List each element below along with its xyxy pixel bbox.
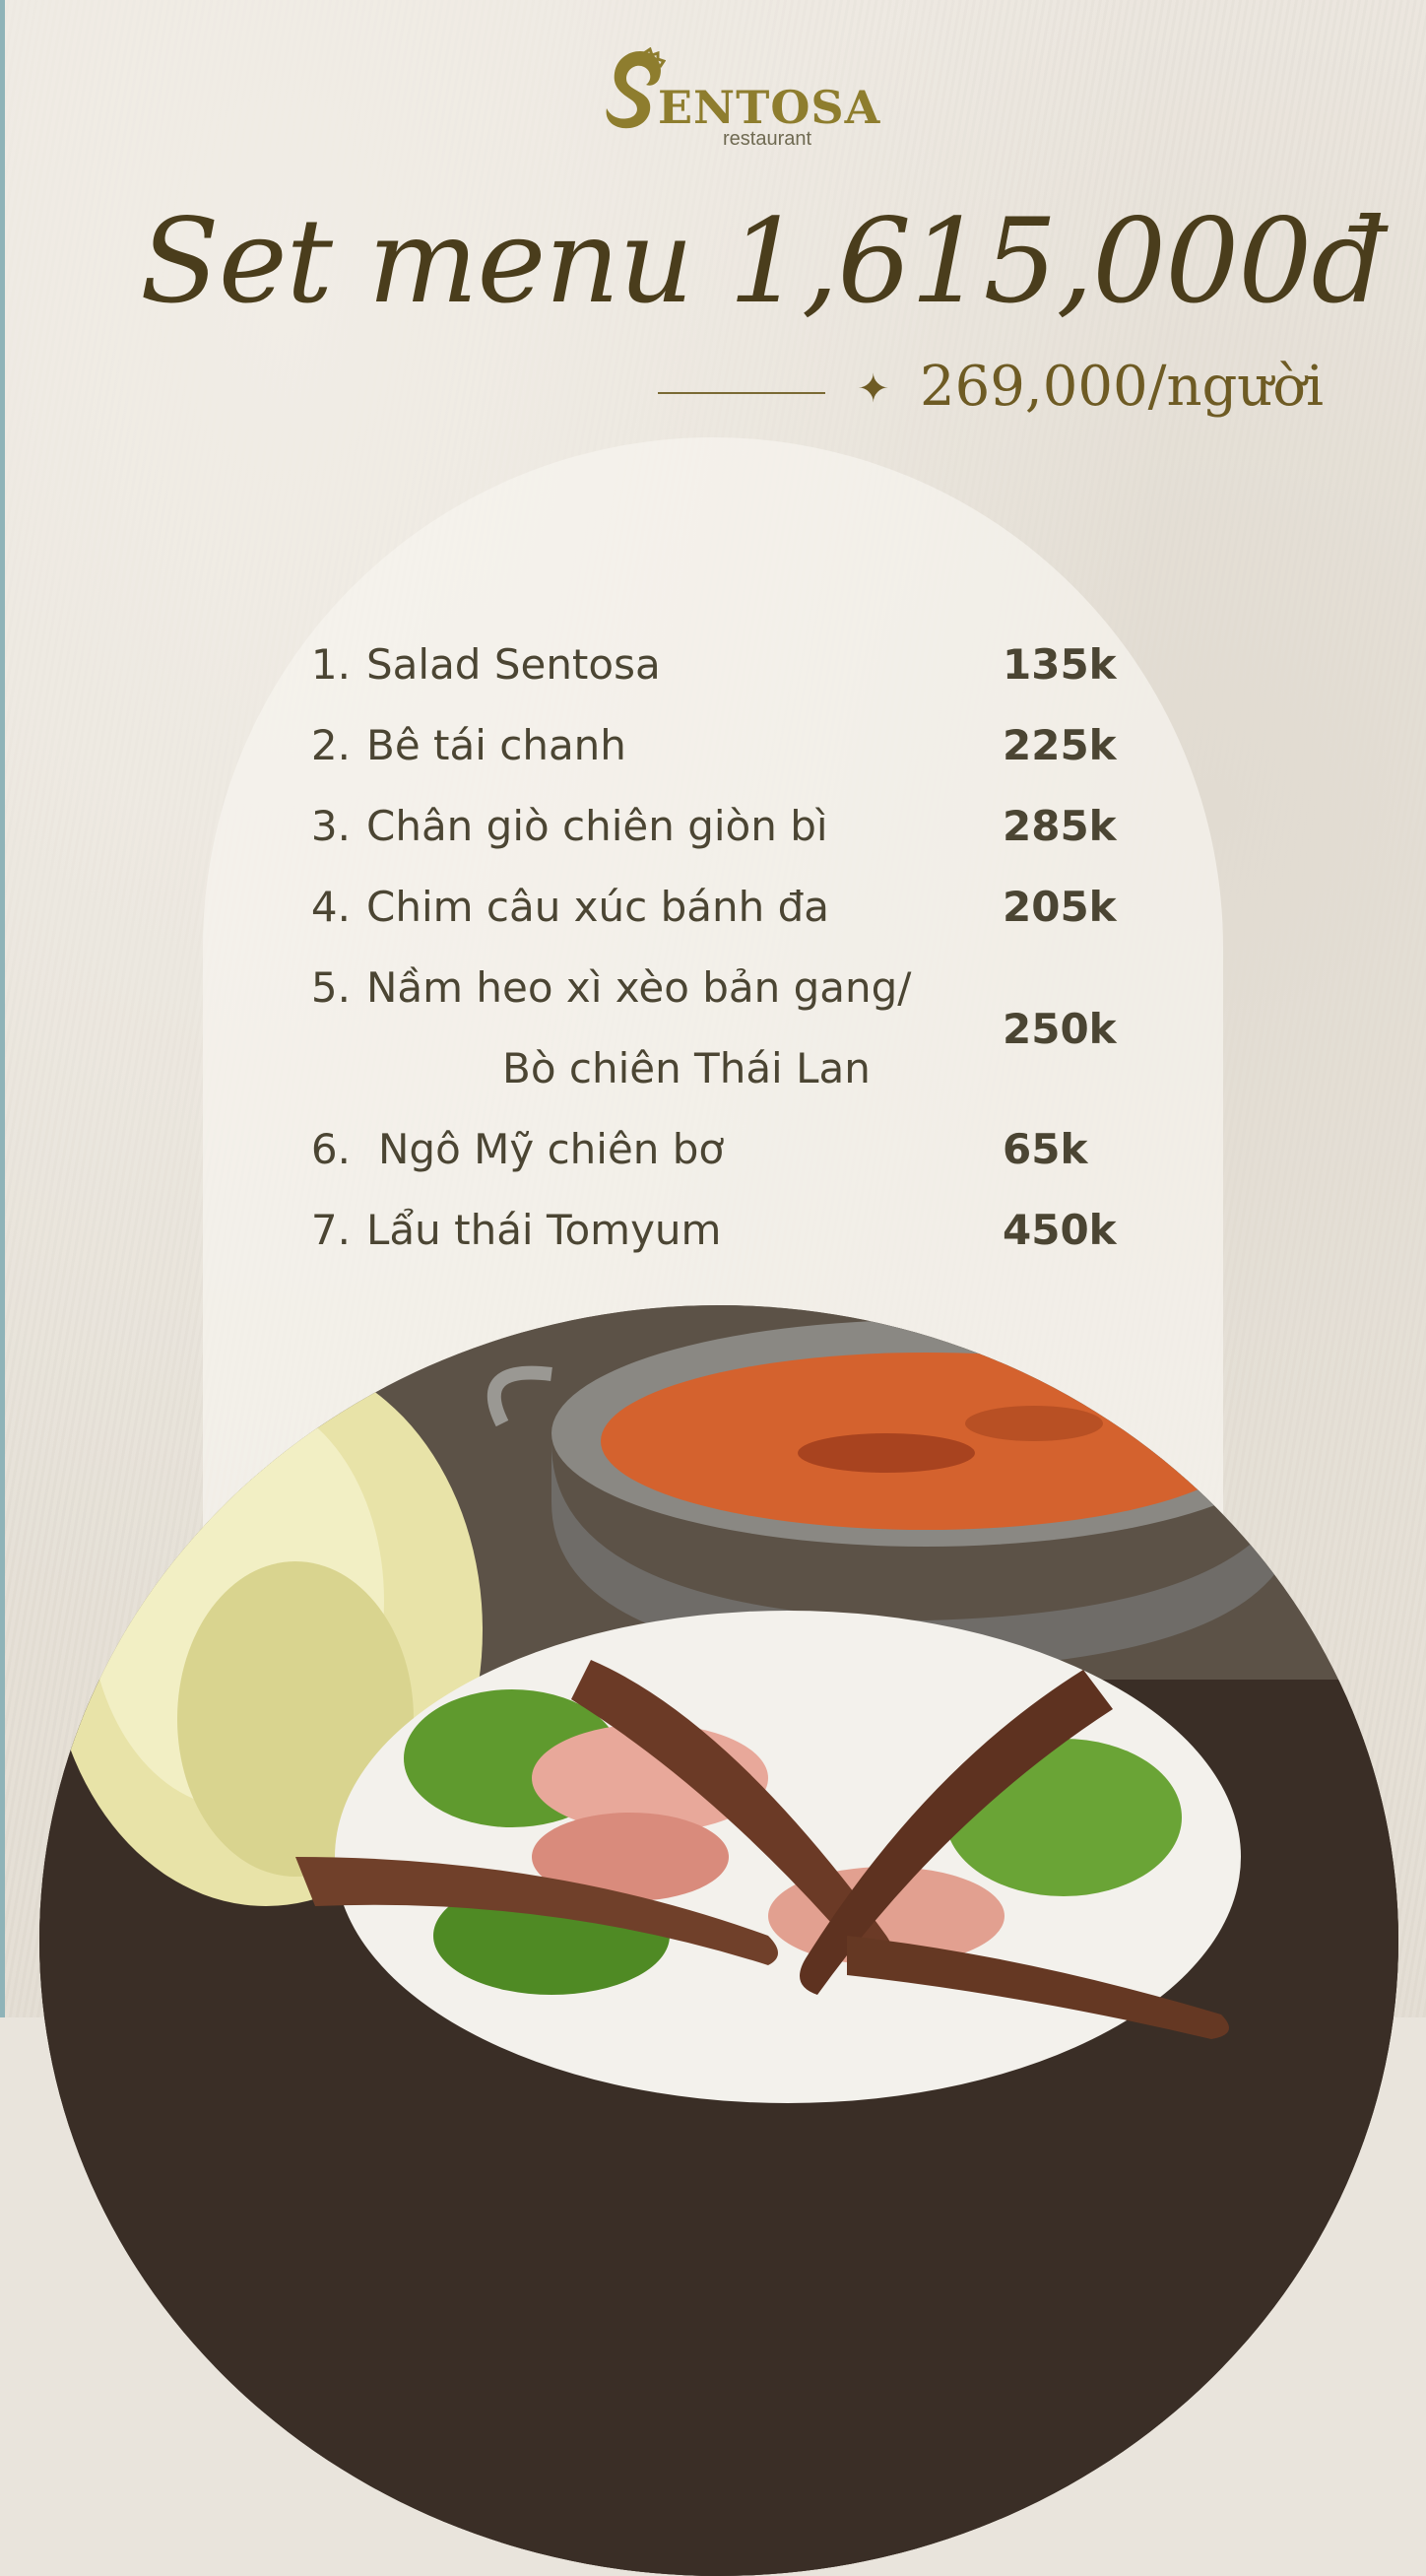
item-number: 6. — [310, 1125, 351, 1173]
item-number: 3. — [310, 802, 351, 850]
logo-wordmark: ENTOSA — [658, 81, 881, 134]
food-photo — [39, 1305, 1398, 2576]
item-name: Chân giò chiên giòn bì — [366, 802, 828, 850]
item-price: 65k — [1003, 1125, 1088, 1173]
item-name: Ngô Mỹ chiên bơ — [378, 1125, 725, 1173]
item-name-line-2: Bò chiên Thái Lan — [502, 1044, 871, 1092]
item-number: 1. — [310, 640, 351, 689]
lion-logo-icon — [601, 47, 666, 132]
price-per-person: 269,000/người — [920, 355, 1325, 419]
item-price: 205k — [1003, 883, 1117, 931]
item-number: 4. — [310, 883, 351, 931]
item-number: 2. — [310, 721, 351, 769]
item-price: 450k — [1003, 1206, 1117, 1254]
sparkle-icon: ✦ — [857, 366, 890, 412]
logo-subtitle: restaurant — [723, 128, 812, 150]
item-name: Lẩu thái Tomyum — [366, 1206, 722, 1254]
item-number: 5. — [310, 963, 351, 1012]
item-name: Nầm heo xì xèo bản gang/ — [366, 963, 912, 1012]
divider-line — [658, 392, 825, 394]
restaurant-logo — [591, 47, 881, 156]
food-illustration — [39, 1305, 1398, 2576]
item-name: Salad Sentosa — [366, 640, 661, 689]
item-name: Chim câu xúc bánh đa — [366, 883, 829, 931]
item-number: 7. — [310, 1206, 351, 1254]
item-price: 285k — [1003, 802, 1117, 850]
item-price: 225k — [1003, 721, 1117, 769]
left-edge-strip — [0, 0, 5, 2017]
item-name: Bê tái chanh — [366, 721, 626, 769]
item-price: 135k — [1003, 640, 1117, 689]
set-menu-title: Set menu 1,615,000đ — [140, 193, 1385, 329]
item-price: 250k — [1003, 1005, 1117, 1053]
